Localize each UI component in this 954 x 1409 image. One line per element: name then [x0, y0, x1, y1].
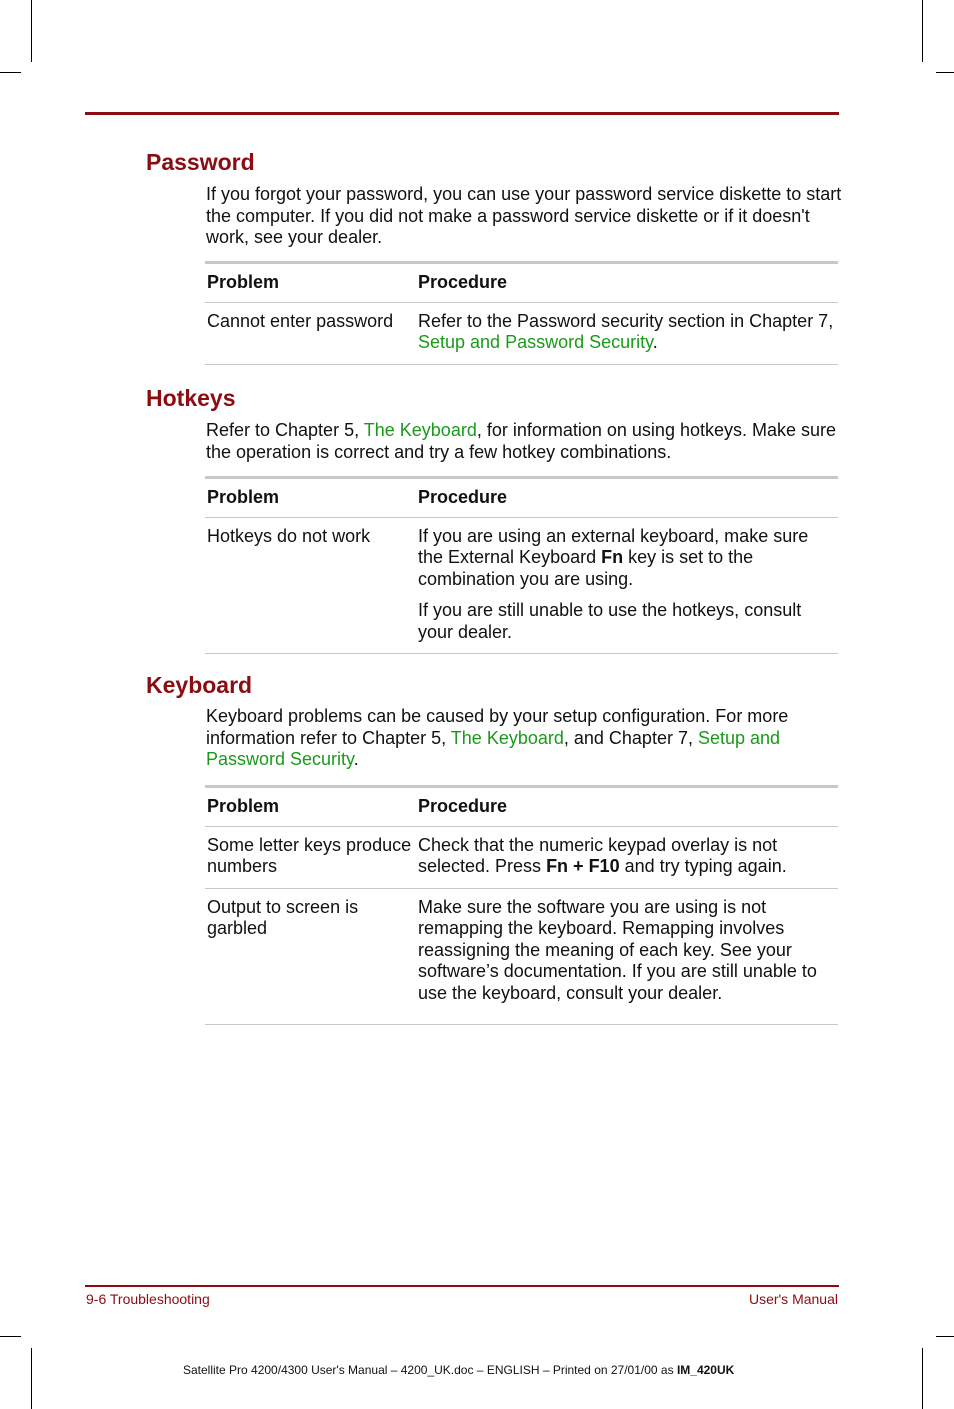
problem-cell: Output to screen is garbled — [205, 888, 416, 1025]
text-run: Make sure the software you are using is not remapping the keyboard. Remapping involves reassigning the meaning of each key. See your software’s documentation. If you are still unable to use the keyboard, consult your dealer. — [418, 896, 817, 1003]
text-run: Keyboard problems can be caused by your setup configuration. For more information refer to Chapter 5, — [206, 706, 789, 748]
section-intro-keyboard — [206, 706, 842, 771]
cross-reference-link[interactable]: The Keyboard — [450, 727, 564, 748]
key-name: Fn — [601, 547, 624, 567]
crop-mark — [936, 72, 954, 73]
problem-cell: Cannot enter password — [205, 302, 416, 364]
table-row — [205, 302, 838, 364]
problem-cell: Some letter keys produce numbers — [205, 826, 416, 888]
problem-cell: Hotkeys do not work — [205, 517, 416, 654]
procedure-paragraph — [418, 526, 836, 591]
section-heading-keyboard: Keyboard — [146, 672, 253, 698]
crop-mark — [0, 1336, 21, 1337]
text-run: , for information on using hotkeys. Make sure the operation is correct and try a few hotkey combinations. — [206, 420, 837, 462]
print-code: IM_420UK — [676, 1363, 735, 1377]
table-row — [205, 517, 838, 654]
column-header-procedure: Procedure — [416, 787, 838, 827]
procedure-cell — [416, 517, 838, 654]
footer-page-label: 9-6 Troubleshooting — [86, 1291, 210, 1307]
crop-mark — [922, 0, 923, 62]
text-run: key is set to the combination you are using. — [418, 547, 754, 589]
table-row — [205, 888, 838, 1025]
cross-reference-link[interactable]: Setup and Password Security — [418, 332, 653, 352]
crop-mark — [936, 1336, 954, 1337]
text-run: Check that the numeric keypad overlay is not selected. Press — [418, 834, 778, 876]
problem-table-hotkeys — [205, 476, 838, 654]
key-name: Fn + F10 — [546, 856, 620, 876]
crop-mark — [31, 0, 32, 62]
problem-table-password — [205, 261, 838, 365]
section-intro-password: If you forgot your password, you can use your password service diskette to start the computer. If you did not make a password service diskette or if it doesn't work, see your dealer. — [206, 184, 842, 247]
text-run: If you are using an external keyboard, make sure the External Keyboard — [418, 525, 809, 567]
column-header-problem: Problem — [205, 787, 416, 827]
print-info — [183, 1363, 734, 1377]
print-info-text: Satellite Pro 4200/4300 User's Manual – 4200_UK.doc – ENGLISH – Printed on 27/01/00 as — [183, 1363, 677, 1377]
section-intro-hotkeys — [206, 420, 842, 463]
text-run: . — [353, 749, 359, 769]
footer-rule — [85, 1285, 839, 1287]
column-header-procedure: Procedure — [416, 263, 838, 303]
cross-reference-link[interactable]: Setup and Password Security — [206, 727, 781, 769]
crop-mark — [922, 1348, 923, 1409]
procedure-paragraph — [418, 897, 836, 1005]
procedure-paragraph — [418, 600, 836, 643]
procedure-cell — [416, 302, 838, 364]
column-header-problem: Problem — [205, 263, 416, 303]
column-header-procedure: Procedure — [416, 478, 838, 518]
problem-table-keyboard — [205, 785, 838, 1025]
text-run: Refer to the Password security section in Chapter 7, — [418, 310, 834, 331]
text-run: , and Chapter 7, — [563, 727, 698, 748]
procedure-paragraph — [418, 311, 836, 354]
column-header-problem: Problem — [205, 478, 416, 518]
cross-reference-link[interactable]: The Keyboard — [363, 420, 477, 440]
footer-manual-label: User's Manual — [748, 1291, 838, 1307]
header-rule — [85, 112, 839, 115]
table-row — [205, 826, 838, 888]
section-heading-hotkeys: Hotkeys — [146, 385, 236, 411]
section-heading-password: Password — [146, 149, 255, 175]
crop-mark — [0, 72, 21, 73]
procedure-cell — [416, 826, 838, 888]
text-run: . — [652, 332, 658, 352]
text-run: If you are still unable to use the hotkeys, consult your dealer. — [418, 600, 802, 642]
crop-mark — [31, 1348, 32, 1409]
text-run: and try typing again. — [619, 856, 787, 876]
procedure-paragraph — [418, 835, 836, 878]
text-run: Refer to Chapter 5, — [206, 420, 364, 440]
procedure-cell — [416, 888, 838, 1025]
